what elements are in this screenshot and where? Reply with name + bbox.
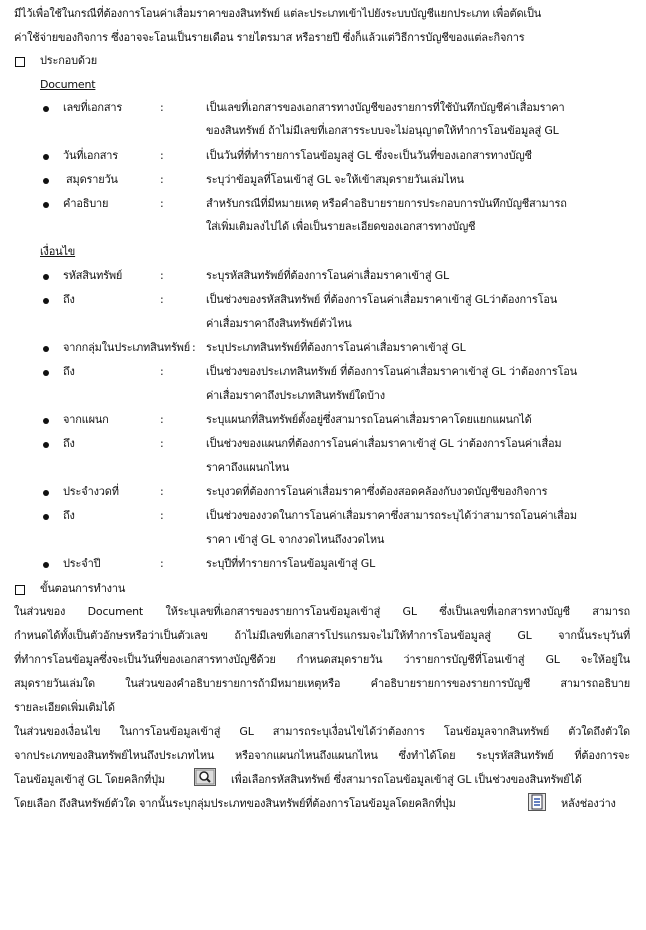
- condition-heading: เงื่อนไข: [40, 245, 76, 258]
- search-button-icon: [194, 768, 216, 786]
- item-colon: :: [160, 557, 164, 570]
- item-colon: :: [160, 365, 164, 378]
- bullet-icon: [43, 274, 49, 280]
- item-desc: ของสินทรัพย์ ถ้าไม่มีเลขที่เอกสารระบบจะไม่อนุญาตให้ทำการโอนข้อมูลสู่ GL: [206, 124, 559, 137]
- section-heading-composition: ประกอบด้วย: [40, 54, 98, 67]
- item-term: จากแผนก: [63, 413, 109, 426]
- item-term: ถึง: [63, 437, 75, 450]
- intro-line-1: มีไว้เพื่อใช้ในกรณีที่ต้องการโอนค่าเสื่อมราคาของสินทรัพย์ แต่ละประเภทเข้าไปยังระบบบัญชีแยกประเภท เพื่อตัดเป็น: [14, 7, 542, 20]
- bullet-icon: [43, 514, 49, 520]
- item-colon: :: [160, 173, 164, 186]
- item-term: รหัสสินทรัพย์: [63, 269, 123, 282]
- checkbox-square-icon: [15, 57, 25, 67]
- bullet-icon: [43, 346, 49, 352]
- item-desc: เป็นช่วงของแผนกที่ต้องการโอนค่าเสื่อมราคาเข้าสู่ GL ว่าต้องการโอนค่าเสื่อม: [206, 437, 562, 450]
- paragraph-line-part: เพื่อเลือกรหัสสินทรัพย์ ซึ่งสามารถโอนข้อมูลเข้าสู่ GL เป็นช่วงของสินทรัพย์ได้: [231, 773, 582, 786]
- item-term: ประจำงวดที่: [63, 485, 119, 498]
- bullet-icon: [43, 202, 49, 208]
- bullet-icon: [43, 442, 49, 448]
- item-colon: :: [160, 269, 164, 282]
- item-desc: ใส่เพิ่มเติมลงไปได้ เพื่อเป็นรายละเอียดของเอกสารทางบัญชี: [206, 220, 476, 233]
- bullet-icon: [43, 298, 49, 304]
- item-colon: :: [160, 413, 164, 426]
- item-colon: :: [160, 101, 164, 114]
- paragraph-line: ที่ทำการโอนข้อมูลซึ่งจะเป็นวันที่ของเอกสารทางบัญชีด้วย กำหนดสมุดรายวัน ว่ารายการบัญชีที่โอนเข้าสู่ GL จะให้อยู่ใน: [14, 653, 630, 666]
- item-colon: :: [160, 509, 164, 522]
- item-desc: ระบุแผนกที่สินทรัพย์ตั้งอยู่ซึ่งสามารถโอนค่าเสื่อมราคาโดยแยกแผนกได้: [206, 413, 532, 426]
- item-colon: :: [160, 485, 164, 498]
- item-colon: :: [160, 197, 164, 210]
- paragraph-line: กำหนดได้ทั้งเป็นตัวอักษรหรือว่าเป็นตัวเลข ถ้าไม่มีเลขที่เอกสารโปรแกรมจะไม่ให้ทำการโอนข้อมูลสู่ GL จากนั้นระบุวันที่: [14, 629, 630, 642]
- item-desc: เป็นเลขที่เอกสารของเอกสารทางบัญชีของรายการที่ใช้บันทึกบัญชีค่าเสื่อมราคา: [206, 101, 565, 114]
- item-desc: ราคา เข้าสู่ GL จากงวดไหนถึงงวดไหน: [206, 533, 385, 546]
- checkbox-square-icon: [15, 585, 25, 595]
- paragraph-line-part: หลังช่องว่าง: [561, 797, 616, 810]
- bullet-icon: [43, 370, 49, 376]
- item-colon: :: [160, 149, 164, 162]
- item-desc: ระบุงวดที่ต้องการโอนค่าเสื่อมราคาซึ่งต้องสอดคล้องกับงวดบัญชีของกิจการ: [206, 485, 548, 498]
- bullet-icon: [43, 490, 49, 496]
- item-desc: ค่าเสื่อมราคาถึงสินทรัพย์ตัวไหน: [206, 317, 352, 330]
- item-term: ถึง: [63, 509, 75, 522]
- item-term: ประจำปี: [63, 557, 101, 570]
- item-colon: :: [160, 437, 164, 450]
- item-desc: เป็นช่วงของประเภทสินทรัพย์ ที่ต้องการโอนค่าเสื่อมราคาเข้าสู่ GL ว่าต้องการโอน: [206, 365, 577, 378]
- item-desc: ระบุรหัสสินทรัพย์ที่ต้องการโอนค่าเสื่อมราคาเข้าสู่ GL: [206, 269, 449, 282]
- bullet-icon: [43, 154, 49, 160]
- bullet-icon: [43, 562, 49, 568]
- document-heading: Document: [40, 78, 96, 91]
- paragraph-line-part: โอนข้อมูลเข้าสู่ GL โดยคลิกที่ปุ่ม: [14, 773, 165, 786]
- item-desc: เป็นช่วงของงวดในการโอนค่าเสื่อมราคาซึ่งสามารถระบุได้ว่าสามารถโอนค่าเสื่อม: [206, 509, 577, 522]
- paragraph-line: สมุดรายวันเล่มใด ในส่วนของคำอธิบายรายการถ้ามีหมายเหตุหรือ คำอธิบายรายการของรายการบัญชี สามารถอธิบาย: [14, 677, 630, 690]
- item-desc: ราคาถึงแผนกไหน: [206, 461, 290, 474]
- item-term: จากกลุ่มในประเภทสินทรัพย์: [63, 341, 190, 354]
- item-term: ถึง: [63, 293, 75, 306]
- item-desc: ระบุประเภทสินทรัพย์ที่ต้องการโอนค่าเสื่อมราคาเข้าสู่ GL: [206, 341, 466, 354]
- paragraph-line: จากประเภทของสินทรัพย์ไหนถึงประเภทไหน หรือจากแผนกไหนถึงแผนกไหน ซึ่งทำได้โดย ระบุรหัสสินทรัพย์ ที่ต้องการจะ: [14, 749, 630, 762]
- lookup-button-icon: [528, 793, 546, 811]
- paragraph-line-part: โดยเลือก ถึงสินทรัพย์ตัวใด จากนั้นระบุกลุ่มประเภทของสินทรัพย์ที่ต้องการโอนข้อมูลโดยคลิกที่ปุ่ม: [14, 797, 456, 810]
- item-desc: ค่าเสื่อมราคาถึงประเภทสินทรัพย์ใดบ้าง: [206, 389, 385, 402]
- document-list-icon: [529, 794, 545, 810]
- item-colon: :: [160, 293, 164, 306]
- section-heading-procedure: ขั้นตอนการทำงาน: [40, 582, 126, 595]
- item-desc: สำหรับกรณีที่มีหมายเหตุ หรือคำอธิบายรายการประกอบการบันทึกบัญชีสามารถ: [206, 197, 567, 210]
- paragraph-line: ในส่วนของ Document ให้ระบุเลขที่เอกสารของรายการโอนข้อมูลเข้าสู่ GL ซึ่งเป็นเลขที่เอกสารทางบัญชี สามารถ: [14, 605, 630, 618]
- item-desc: เป็นวันที่ที่ทำรายการโอนข้อมูลสู่ GL ซึ่งจะเป็นวันที่ของเอกสารทางบัญชี: [206, 149, 532, 162]
- item-term: ถึง: [63, 365, 75, 378]
- bullet-icon: [43, 178, 49, 184]
- item-desc: ระบุว่าข้อมูลที่โอนเข้าสู่ GL จะให้เข้าสมุดรายวันเล่มไหน: [206, 173, 464, 186]
- bullet-icon: [43, 418, 49, 424]
- magnifier-icon: [195, 769, 215, 785]
- item-colon: :: [192, 341, 196, 354]
- item-term: วันที่เอกสาร: [63, 149, 118, 162]
- item-term: สมุดรายวัน: [66, 173, 118, 186]
- paragraph-line: ในส่วนของเงื่อนไข ในการโอนข้อมูลเข้าสู่ GL สามารถระบุเงื่อนไขได้ว่าต้องการ โอนข้อมูลจากสินทรัพย์ ตัวใดถึงตัวใด: [14, 725, 630, 738]
- item-term: เลขที่เอกสาร: [63, 101, 123, 114]
- item-desc: เป็นช่วงของรหัสสินทรัพย์ ที่ต้องการโอนค่าเสื่อมราคาเข้าสู่ GLว่าต้องการโอน: [206, 293, 558, 306]
- item-term: คำอธิบาย: [63, 197, 109, 210]
- bullet-icon: [43, 106, 49, 112]
- paragraph-line: รายละเอียดเพิ่มเติมได้: [14, 701, 115, 714]
- intro-line-2: ค่าใช้จ่ายของกิจการ ซึ่งอาจจะโอนเป็นรายเดือน รายไตรมาส หรือรายปี ซึ่งก็แล้วแต่วิธีการบัญชีของแต่ละกิจการ: [14, 31, 525, 44]
- item-desc: ระบุปีที่ทำรายการโอนข้อมูลเข้าสู่ GL: [206, 557, 376, 570]
